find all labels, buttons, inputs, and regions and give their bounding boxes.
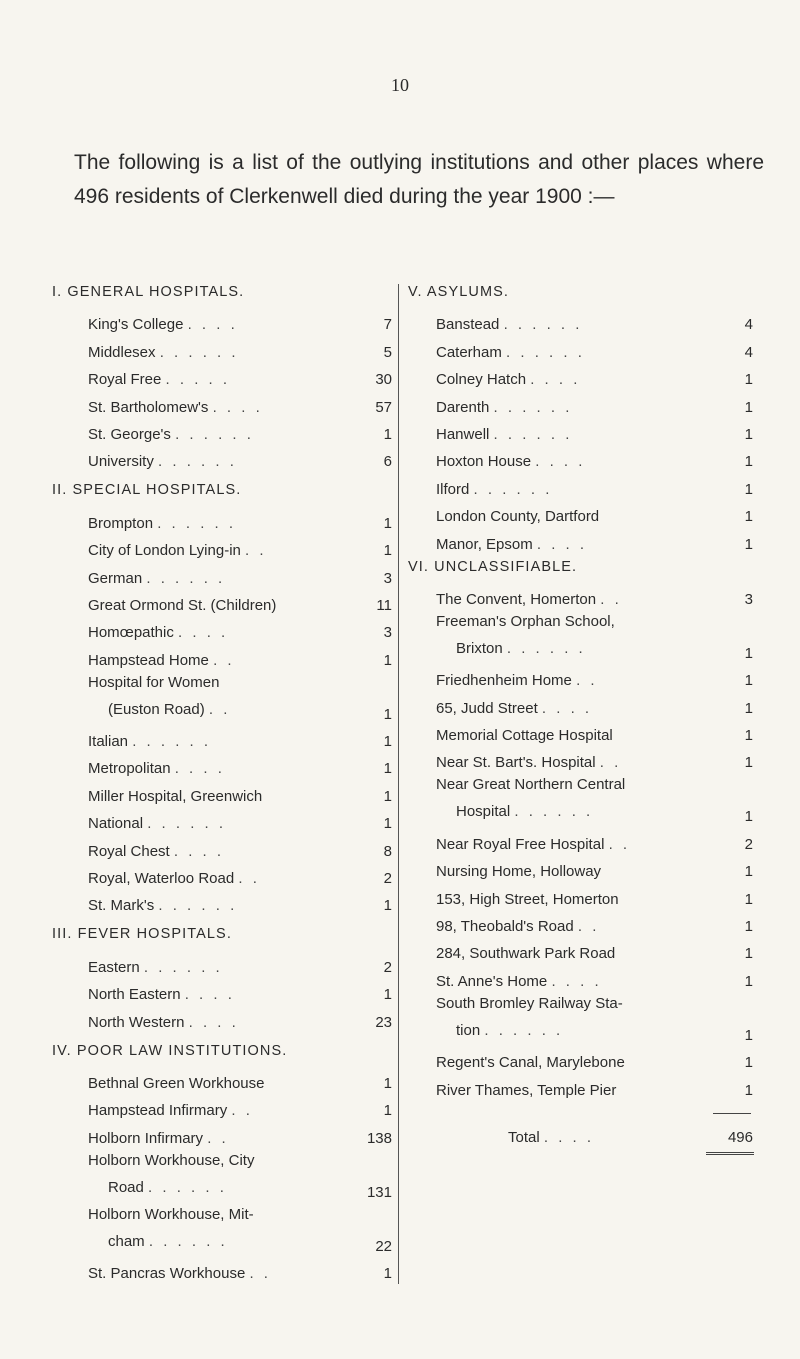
death-count: 1 [383, 1074, 392, 1092]
list-item [52, 388, 392, 415]
institution-name: Hospital for Women (Euston Road) . . [88, 673, 231, 718]
death-count: 3 [744, 590, 753, 608]
institution-name: Brompton . . . . . . [88, 514, 237, 532]
death-count: 1 [744, 425, 753, 443]
death-count: 1 [383, 733, 392, 751]
list-item [408, 498, 753, 525]
death-count: 1 [383, 425, 392, 443]
section-title: I. GENERAL HOSPITALS. [52, 284, 245, 300]
institution-name: 98, Theobald's Road . . [436, 918, 600, 936]
death-count: 1 [383, 787, 392, 805]
list-item [52, 443, 392, 470]
institution-name: North Eastern . . . . [88, 986, 235, 1004]
institution-name: St. Anne's Home . . . . [436, 972, 602, 990]
institution-name: Near St. Bart's. Hospital . . [436, 754, 622, 772]
death-count: 3 [383, 569, 392, 587]
death-count: 1 [744, 1026, 753, 1044]
institution-name: 284, Southwark Park Road [436, 945, 616, 963]
institution-name: Near Royal Free Hospital . . [436, 835, 631, 853]
list-item [52, 1255, 392, 1282]
death-count: 1 [383, 514, 392, 532]
death-count: 1 [744, 1081, 753, 1099]
institution-name: Regent's Canal, Marylebone [436, 1054, 625, 1072]
death-count: 30 [375, 371, 392, 389]
list-item [52, 1065, 392, 1092]
institution-name: University . . . . . . [88, 453, 237, 471]
death-count: 1 [744, 890, 753, 908]
institution-name: Near Great Northern Central Hospital . . . . . . [436, 776, 626, 821]
institution-name: 65, Judd Street . . . . [436, 699, 593, 717]
list-item [52, 504, 392, 531]
death-count: 1 [383, 815, 392, 833]
list-item [408, 825, 753, 852]
list-item [408, 880, 753, 907]
list-item [52, 333, 392, 360]
death-count: 1 [383, 651, 392, 669]
institution-name: Nursing Home, Holloway [436, 863, 602, 881]
list-item [52, 860, 392, 887]
list-item [52, 750, 392, 777]
death-count: 1 [383, 1102, 392, 1120]
list-item [408, 333, 753, 360]
death-count: 2 [744, 835, 753, 853]
right-sections [408, 278, 753, 1099]
institution-name: 153, High Street, Homerton [436, 890, 619, 908]
death-count: 4 [744, 343, 753, 361]
death-count: 2 [383, 958, 392, 976]
list-item [408, 1071, 753, 1098]
institution-name: Manor, Epsom . . . . [436, 535, 588, 553]
death-count: 5 [383, 343, 392, 361]
death-count: 2 [383, 870, 392, 888]
institution-name: The Convent, Homerton . . [436, 590, 622, 608]
institution-name: Hoxton House . . . . [436, 453, 586, 471]
list-item [408, 581, 753, 608]
list-item [52, 1119, 392, 1146]
institution-name: National . . . . . . [88, 815, 227, 833]
list-item [52, 723, 392, 750]
total-value: 496 [727, 1128, 753, 1146]
death-count: 23 [375, 1013, 392, 1031]
institution-name: Memorial Cottage Hospital [436, 727, 613, 745]
list-item [408, 962, 753, 989]
list-item [52, 532, 392, 559]
list-item [52, 669, 392, 723]
institution-name: St. George's . . . . . . [88, 425, 254, 443]
list-item [52, 587, 392, 614]
list-item [52, 948, 392, 975]
list-item [408, 853, 753, 880]
institution-name: South Bromley Railway Sta- tion . . . . . . [436, 994, 623, 1039]
institution-name: Middlesex . . . . . . [88, 343, 239, 361]
list-item [408, 662, 753, 689]
death-count: 6 [383, 453, 392, 471]
death-count: 1 [744, 727, 753, 745]
total-double-rule [706, 1152, 754, 1155]
death-count: 22 [375, 1237, 392, 1255]
list-item [52, 361, 392, 388]
death-count: 1 [744, 754, 753, 772]
list-item [52, 887, 392, 914]
right-column [408, 278, 753, 1155]
death-count: 8 [383, 842, 392, 860]
section-title: VI. UNCLASSIFIABLE. [408, 558, 578, 575]
death-count: 1 [383, 705, 392, 723]
total-row [408, 1114, 753, 1146]
list-item [52, 1092, 392, 1119]
list-item [408, 935, 753, 962]
institution-name: Colney Hatch . . . . [436, 371, 581, 389]
institution-name: St. Pancras Workhouse . . [88, 1265, 271, 1283]
list-item [52, 976, 392, 1003]
death-count: 4 [744, 316, 753, 334]
death-count: 11 [376, 596, 392, 614]
list-item [52, 805, 392, 832]
death-count: 1 [744, 644, 753, 662]
institution-name: River Thames, Temple Pier [436, 1081, 617, 1099]
list-item [52, 614, 392, 641]
institution-name: Freeman's Orphan School, Brixton . . . . . . [436, 612, 615, 657]
institution-name: Miller Hospital, Greenwich [88, 787, 263, 805]
total-label: Total . . . . [508, 1128, 595, 1146]
section-title: V. ASYLUMS. [408, 284, 510, 300]
institution-name: City of London Lying-in . . [88, 542, 267, 560]
list-item [408, 771, 753, 825]
list-item [408, 470, 753, 497]
list-item [408, 990, 753, 1044]
death-count: 1 [744, 863, 753, 881]
list-item [52, 559, 392, 586]
list-item [52, 777, 392, 804]
page-number: 10 [391, 75, 409, 95]
institution-name: Ilford . . . . . . [436, 480, 553, 498]
list-item [408, 443, 753, 470]
institution-name: Friedhenheim Home . . [436, 672, 598, 690]
institution-name: German . . . . . . [88, 569, 226, 587]
death-count: 1 [744, 508, 753, 526]
death-count: 1 [383, 986, 392, 1004]
death-count: 1 [744, 699, 753, 717]
institution-name: Metropolitan . . . . [88, 760, 225, 778]
list-item [52, 416, 392, 443]
death-count: 1 [744, 972, 753, 990]
death-count: 1 [744, 453, 753, 471]
list-item [408, 361, 753, 388]
institution-name: Italian . . . . . . [88, 733, 212, 751]
death-count: 1 [383, 1265, 392, 1283]
institution-name: North Western . . . . [88, 1013, 239, 1031]
institution-name: King's College . . . . [88, 316, 238, 334]
death-count: 1 [744, 672, 753, 690]
institution-name: Hampstead Infirmary . . [88, 1102, 253, 1120]
death-count: 1 [744, 398, 753, 416]
institution-name: London County, Dartford [436, 508, 600, 526]
institution-name: Holborn Workhouse, City Road . . . . . . [88, 1151, 255, 1196]
institution-name: Eastern . . . . . . [88, 958, 223, 976]
death-count: 1 [383, 897, 392, 915]
list-item [52, 641, 392, 668]
death-count: 1 [744, 535, 753, 553]
list-item [408, 717, 753, 744]
list-item [408, 689, 753, 716]
list-item [52, 832, 392, 859]
list-item [408, 388, 753, 415]
death-count: 131 [366, 1183, 392, 1201]
list-item [408, 1044, 753, 1071]
death-count: 1 [383, 760, 392, 778]
institution-name: Banstead . . . . . . [436, 316, 583, 334]
death-count: 1 [744, 918, 753, 936]
institution-name: St. Mark's . . . . . . [88, 897, 238, 915]
institution-name: Holborn Workhouse, Mit- cham . . . . . . [88, 1205, 254, 1250]
death-count: 1 [744, 808, 753, 826]
list-item [408, 306, 753, 333]
institution-name: St. Bartholomew's . . . . [88, 398, 263, 416]
column-divider [398, 284, 399, 1284]
list-item [408, 744, 753, 771]
institution-name: Homœpathic . . . . [88, 624, 229, 642]
institution-name: Royal, Waterloo Road . . [88, 870, 260, 888]
institution-name: Bethnal Green Workhouse [88, 1074, 265, 1092]
institution-name: Darenth . . . . . . [436, 398, 573, 416]
death-count: 1 [383, 542, 392, 560]
death-count: 7 [383, 316, 392, 334]
list-item [52, 1003, 392, 1030]
institution-name: Great Ormond St. (Children) [88, 596, 277, 614]
death-count: 3 [383, 624, 392, 642]
death-count: 1 [744, 480, 753, 498]
death-count: 1 [744, 945, 753, 963]
section-title: IV. POOR LAW INSTITUTIONS. [52, 1042, 288, 1059]
list-item [52, 306, 392, 333]
intro-paragraph: The following is a list of the outlying institutions and other places where 496 residents of Clerkenwell died during the year 1900 :— [74, 151, 764, 208]
left-column [52, 278, 392, 1282]
institution-name: Royal Chest . . . . [88, 842, 225, 860]
death-count: 57 [375, 398, 392, 416]
list-item [52, 1147, 392, 1201]
death-count: 138 [366, 1129, 392, 1147]
death-count: 1 [744, 371, 753, 389]
section-title: II. SPECIAL HOSPITALS. [52, 482, 242, 499]
death-count: 1 [744, 1054, 753, 1072]
list-item [408, 908, 753, 935]
institution-name: Holborn Infirmary . . [88, 1129, 229, 1147]
list-item [52, 1201, 392, 1255]
institution-name: Hampstead Home . . [88, 651, 235, 669]
list-item [408, 608, 753, 662]
section-title: III. FEVER HOSPITALS. [52, 926, 232, 943]
institution-name: Royal Free . . . . . [88, 371, 231, 389]
institution-name: Hanwell . . . . . . [436, 425, 573, 443]
institution-name: Caterham . . . . . . [436, 343, 585, 361]
list-item [408, 416, 753, 443]
list-item [408, 525, 753, 552]
